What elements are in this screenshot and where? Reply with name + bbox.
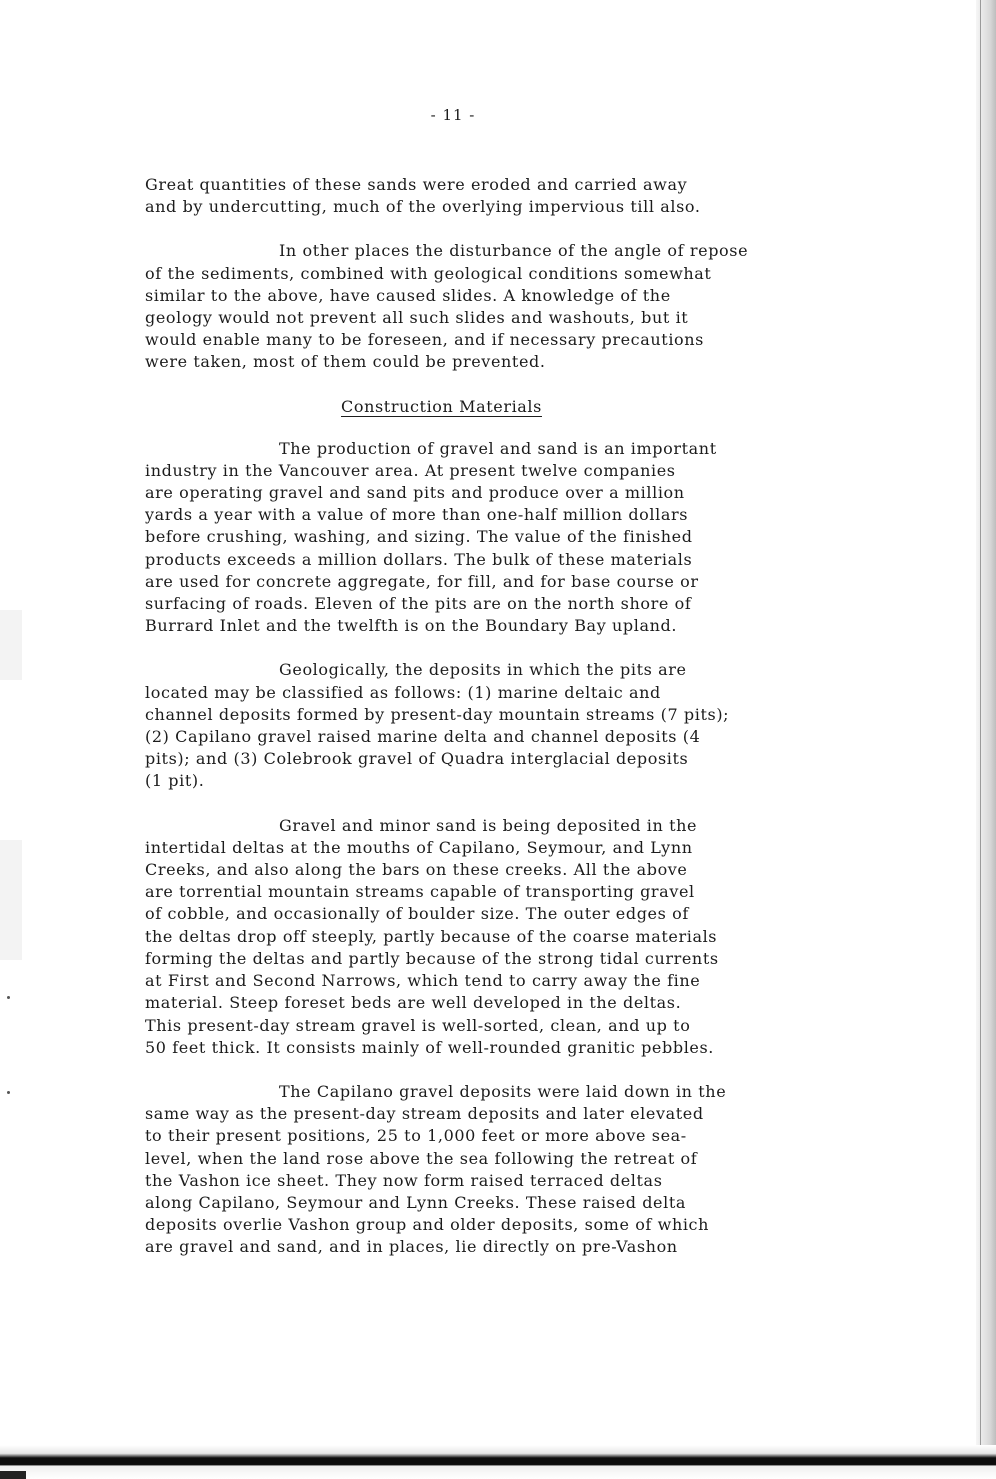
page-bottom-edge-shadow bbox=[0, 1445, 996, 1479]
document-body bbox=[145, 174, 815, 1281]
margin-smudge bbox=[0, 610, 22, 680]
page-number: - 11 - bbox=[430, 106, 476, 124]
paragraph-stream-deltas: Gravel and minor sand is being deposited in the intertidal deltas at the mouths of Capilano, Seymour, and Lynn Creeks, and also along the bars on these creeks. All the above are torrential mountain streams capable of transporting gravel of cobble, and occasionally of boulder size. The outer edges of the deltas drop off steeply, partly because of the coarse materials forming the deltas and partly because of the strong tidal currents at First and Second Narrows, which tend to carry away the fine material. Steep foreset beds are well developed in the deltas. This present-day stream gravel is well-sorted, clean, and up to 50 feet thick. It consists mainly of well-rounded granitic pebbles. bbox=[145, 815, 719, 1057]
paragraph-slides: In other places the disturbance of the angle of repose of the sediments, combined with geological conditions somewhat similar to the above, have caused slides. A knowledge of the geology would not prevent all such slides and washouts, but it would enable many to be foreseen, and if necessary precautions were taken, most of them could be prevented. bbox=[145, 241, 749, 372]
paragraph-production: The production of gravel and sand is an important industry in the Vancouver area. At present twelve companies are operating gravel and sand pits and produce over a million yards a year with a value of more than one-half million dollars before crushing, washing, and sizing. The value of the finished products exceeds a million dollars. The bulk of these materials are used for concrete aggregate, for fill, and for base course or surfacing of roads. Eleven of the pits are on the north shore of Burrard Inlet and the twelfth is on the Boundary Bay upland. bbox=[145, 438, 717, 636]
paragraph-capilano-gravel: The Capilano gravel deposits were laid down in the same way as the present-day stream deposits and later elevated to their present positions, 25 to 1,000 feet or more above sea- level, when the land rose above the sea following the retreat of the Vashon ice sheet. They now form raised terraced deltas along Capilano, Seymour and Lynn Creeks. These raised delta deposits overlie Vashon group and older deposits, some of which are gravel and sand, and in places, lie directly on pre-Vashon bbox=[145, 1081, 727, 1257]
page-right-edge-shadow bbox=[976, 0, 996, 1479]
scan-corner-mark bbox=[0, 1471, 26, 1479]
section-heading bbox=[145, 396, 815, 418]
paragraph-continuation: Great quantities of these sands were eroded and carried away and by undercutting, much of the overlying impervious till also. bbox=[145, 175, 701, 217]
section-heading-text: Construction Materials bbox=[341, 396, 542, 416]
margin-binding-dot bbox=[7, 996, 10, 999]
margin-binding-dot bbox=[7, 1091, 10, 1094]
paragraph-classification: Geologically, the deposits in which the pits are located may be classified as follows: (1) marine deltaic and channel deposits formed by present-day mountain streams (7 pits); (2) Capilano gravel raised marine delta and channel deposits (4 pits); and (3) Colebrook gravel of Quadra interglacial deposits (1 pit). bbox=[145, 660, 730, 791]
margin-smudge bbox=[0, 840, 22, 960]
